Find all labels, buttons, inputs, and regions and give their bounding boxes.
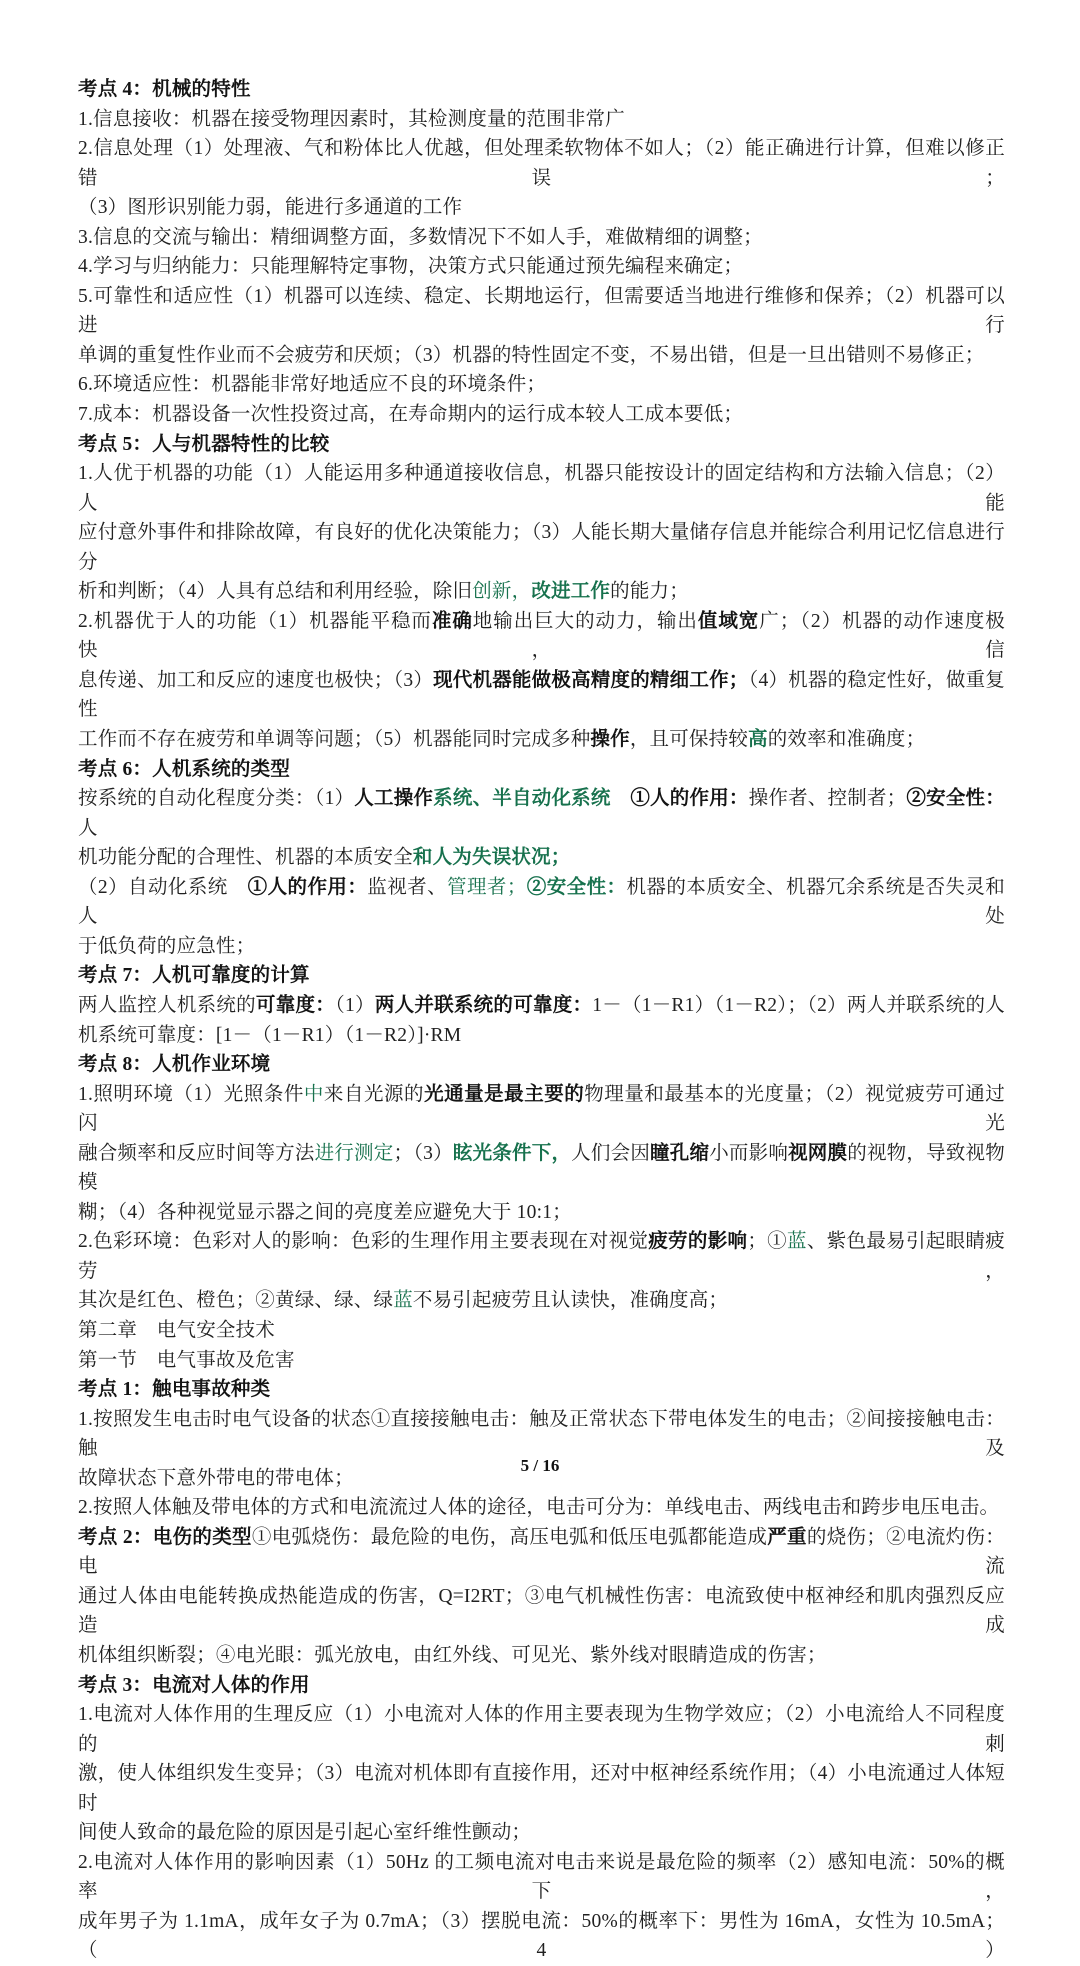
text-segment: 视网膜: [788, 1142, 848, 1164]
text-segment: 操作: [590, 729, 630, 751]
text-segment: 操作者、控制者；: [748, 788, 907, 810]
text-line: [78, 932, 1005, 962]
text-segment: 7.成本：机器设备一次性投资过高，在寿命期内的运行成本较人工成本要低；: [78, 404, 744, 426]
text-segment: 机体组织断裂；④电光眼：弧光放电，由红外线、可见光、紫外线对眼睛造成的伤害；: [78, 1644, 827, 1666]
page-number: 5 / 16: [520, 1456, 560, 1475]
text-line: [78, 370, 1005, 400]
text-segment: 1.信息接收：机器在接受物理因素时，其检测度量的范围非常广: [78, 108, 625, 130]
text-segment: 3.信息的交流与输出：精细调整方面，多数情况下不如人手，难做精细的调整；: [78, 226, 763, 248]
text-segment: ；（3）: [393, 1142, 453, 1164]
section-heading: [78, 1671, 1005, 1701]
text-line: [78, 725, 1005, 755]
text-segment: 2.色彩环境：色彩对人的影响：色彩的生理作用主要表现在对视觉: [78, 1231, 649, 1253]
text-segment: 第二章 电气安全技术: [78, 1319, 276, 1341]
section-heading: [78, 1050, 1005, 1080]
text-segment: 成年男子为 1.1mA，成年女子为 0.7mA；（3）摆脱电流：50%的概率下：男性为 16mA，女性为 10.5mA；（4）: [78, 1910, 1005, 1962]
text-segment: 值域宽: [697, 610, 760, 632]
text-segment: 创新，: [472, 581, 532, 603]
text-segment: 考点 8：人机作业环境: [78, 1054, 271, 1076]
text-line: [78, 459, 1005, 518]
text-segment: ②安全性：: [526, 876, 627, 898]
text-segment: 的烧伤；②电流灼伤：电流: [78, 1526, 1005, 1578]
text-segment: 考点 1：触电事故种类: [78, 1379, 271, 1401]
text-segment: 1.人优于机器的功能（1）人能运用多种通道接收信息，机器只能按设计的固定结构和方法输入信息；（2）人能: [78, 463, 1005, 514]
text-segment: [611, 788, 631, 809]
text-line: [78, 223, 1005, 253]
text-segment: 5.可靠性和适应性（1）机器可以连续、稳定、长期地运行，但需要适当地进行维修和保养；（2）机器可以进行: [78, 285, 1005, 337]
text-segment: 人工操作: [354, 788, 434, 810]
text-segment: 小而影响: [709, 1142, 789, 1164]
text-line: [78, 1759, 1005, 1818]
text-line: [78, 1493, 1005, 1523]
text-segment: 机系统可靠度：[1－（1－R1）（1－R2）]·RM: [78, 1024, 462, 1046]
text-segment: 物理量和最基本的光度量；（2）视觉疲劳可通过闪光: [78, 1083, 1005, 1135]
text-segment: 不易引起疲劳且认读快，准确度高；: [412, 1290, 729, 1312]
text-segment: 激，使人体组织发生变异；（3）电流对机体即有直接作用，还对中枢神经系统作用；（4）小电流通过人体短时: [78, 1763, 1005, 1814]
text-segment: 广；（2）机器的动作速度极快，信: [78, 610, 1005, 662]
text-segment: 机器的本质安全、机器冗余系统是否失灵和人处: [78, 876, 1005, 928]
text-segment: 考点 3：电流对人体的作用: [78, 1674, 310, 1696]
text-line: [78, 1818, 1005, 1848]
text-line: [78, 577, 1005, 607]
section-heading: [78, 75, 1005, 105]
section-heading: [78, 755, 1005, 785]
text-segment: 析和判断；（4）人具有总结和利用经验，除旧: [78, 581, 473, 603]
text-segment: ①电弧烧伤：最危险的电伤，高压电弧和低压电弧都能造成: [251, 1526, 768, 1548]
text-line: [78, 1286, 1005, 1316]
text-segment: 间使人致命的最危险的原因是引起心室纤维性颤动；: [78, 1822, 532, 1844]
text-segment: 考点 7：人机可靠度的计算: [78, 965, 310, 987]
text-segment: 的视物，导致视物模: [78, 1142, 1005, 1194]
text-segment: 两人监控人机系统的: [78, 994, 256, 1016]
text-line: [78, 607, 1005, 666]
section-heading: [78, 430, 1005, 460]
text-line: [78, 1641, 1005, 1671]
text-segment: ②安全性：: [906, 788, 1005, 810]
text-line: [78, 1523, 1005, 1582]
text-line: [78, 105, 1005, 135]
text-segment: 2.电流对人体作用的影响因素（1）50Hz 的工频电流对电击来说是最危险的频率（2）感知电流：50%的概率下，: [78, 1851, 1005, 1903]
text-segment: （2）自动化系统: [78, 876, 248, 898]
text-segment: 1.电流对人体作用的生理反应（1）小电流对人体的作用主要表现为生物学效应；（2）小电流给人不同程度的刺: [78, 1704, 1005, 1755]
text-line: [78, 193, 1005, 223]
text-segment: 6.环境适应性：机器能非常好地适应不良的环境条件；: [78, 374, 547, 396]
text-segment: 准确: [431, 610, 473, 632]
text-segment: 工作而不存在疲劳和单调等问题；（5）机器能同时完成多种: [78, 729, 591, 751]
text-segment: 地输出巨大的动力，输出: [472, 610, 698, 632]
text-segment: 考点 6：人机系统的类型: [78, 758, 291, 780]
text-line: [78, 666, 1005, 725]
text-segment: 按系统的自动化程度分类：（1）: [78, 788, 355, 810]
text-segment: ①人的作用：: [630, 788, 749, 810]
text-segment: 来自光源的: [323, 1083, 425, 1105]
text-segment: ，且可保持较: [629, 729, 749, 751]
text-line: [78, 282, 1005, 341]
text-line: [78, 1139, 1005, 1198]
text-line: [78, 341, 1005, 371]
text-line: [78, 1907, 1005, 1966]
text-segment: （1）: [335, 994, 375, 1016]
text-segment: 人: [78, 817, 98, 839]
text-segment: ；①: [747, 1231, 788, 1253]
text-segment: 其次是红色、橙色；②黄绿、绿、绿: [78, 1290, 394, 1312]
text-segment: 机功能分配的合理性、机器的本质安全: [78, 847, 413, 869]
text-segment: 4.学习与归纳能力：只能理解特定事物，决策方式只能通过预先编程来确定；: [78, 256, 744, 278]
text-segment: 、紫色最易引起眼睛疲劳，: [78, 1231, 1005, 1282]
text-segment: 高: [748, 729, 768, 751]
text-segment: 单调的重复性作业而不会疲劳和厌烦；（3）机器的特性固定不变，不易出错，但是一旦出错则不易修正；: [78, 344, 985, 366]
text-segment: 人们会因: [571, 1142, 651, 1164]
text-line: [78, 252, 1005, 282]
text-segment: 监视者、: [367, 876, 448, 898]
text-line: [78, 400, 1005, 430]
text-segment: 1.照明环境（1）光照条件: [78, 1083, 304, 1105]
text-line: [78, 784, 1005, 843]
text-segment: 系统、半自动化系统: [433, 788, 611, 810]
text-segment: 息传递、加工和反应的速度也极快；（3）: [78, 669, 434, 691]
text-segment: 光通量是最主要的: [424, 1083, 585, 1105]
text-segment: 可靠度：: [255, 994, 335, 1016]
text-line: [78, 991, 1005, 1021]
text-segment: 考点 4：机械的特性: [78, 79, 251, 100]
text-segment: 改进工作: [531, 581, 611, 603]
text-line: [78, 134, 1005, 193]
text-segment: 1－（1－R1）（1－R2）；（2）两人并联系统的人: [592, 994, 1005, 1016]
text-line: [78, 1316, 1005, 1346]
text-segment: 糊；（4）各种视觉显示器之间的亮度差应避免大于 10:1；: [78, 1201, 572, 1223]
text-segment: 眩光条件下，: [452, 1142, 572, 1164]
text-line: [78, 1700, 1005, 1759]
text-segment: 2.机器优于人的功能（1）机器能平稳而: [78, 610, 432, 632]
text-segment: 的能力；: [610, 581, 689, 603]
text-segment: 和人为失误状况；: [412, 847, 571, 869]
text-segment: 蓝: [393, 1290, 413, 1312]
text-line: [78, 1021, 1005, 1051]
text-segment: 管理者；: [447, 876, 527, 898]
text-segment: 进行测定: [314, 1142, 394, 1164]
text-line: [78, 1227, 1005, 1286]
text-line: [78, 1080, 1005, 1139]
text-segment: 于低负荷的应急性；: [78, 935, 256, 957]
text-segment: 严重: [767, 1526, 807, 1548]
text-segment: 故障状态下意外带电的带电体；: [78, 1467, 354, 1489]
text-segment: 蓝: [787, 1231, 807, 1253]
text-segment: ①人的作用：: [247, 876, 368, 898]
section-heading: [78, 1375, 1005, 1405]
text-segment: 疲劳的影响: [648, 1231, 748, 1253]
text-line: [78, 1848, 1005, 1907]
text-segment: （3）图形识别能力弱，能进行多通道的工作: [78, 197, 463, 219]
text-line: [78, 518, 1005, 577]
section-heading: [78, 961, 1005, 991]
text-line: [78, 873, 1005, 932]
text-segment: 通过人体由电能转换成热能造成的伤害，Q=I2RT；③电气机械性伤害：电流致使中枢神经和肌肉强烈反应造成: [78, 1585, 1005, 1637]
text-segment: 2.信息处理（1）处理液、气和粉体比人优越，但处理柔软物体不如人；（2）能正确进行计算，但难以修正错误；: [78, 138, 1005, 189]
text-segment: 2.按照人体触及带电体的方式和电流流过人体的途径，电击可分为：单线电击、两线电击和跨步电压电击。: [78, 1497, 1000, 1519]
text-segment: 两人并联系统的可靠度：: [374, 994, 593, 1016]
text-segment: 考点 5：人与机器特性的比较: [78, 433, 330, 455]
text-line: [78, 1198, 1005, 1228]
document-body: [78, 75, 1005, 1966]
text-segment: 1.按照发生电击时电气设备的状态①直接接触电击：触及正常状态下带电体发生的电击；②间接接触电击：触及: [78, 1408, 1005, 1460]
text-segment: 现代机器能做极高精度的精细工作；: [433, 669, 749, 691]
text-segment: 应付意外事件和排除故障，有良好的优化决策能力；（3）人能长期大量储存信息并能综合利用记忆信息进行分: [78, 522, 1005, 573]
text-segment: 瞳孔缩: [650, 1142, 710, 1164]
text-line: [78, 1405, 1005, 1464]
text-segment: 第一节 电气事故及危害: [78, 1349, 295, 1371]
text-segment: 的效率和准确度；: [767, 729, 926, 751]
text-segment: 中: [303, 1083, 324, 1105]
text-segment: 融合频率和反应时间等方法: [78, 1142, 315, 1164]
text-line: [78, 1582, 1005, 1641]
text-line: [78, 843, 1005, 873]
text-segment: （4）机器的稳定性好，做重复性: [78, 669, 1005, 721]
text-segment: 考点 2：电伤的类型: [78, 1526, 252, 1548]
text-line: [78, 1346, 1005, 1376]
